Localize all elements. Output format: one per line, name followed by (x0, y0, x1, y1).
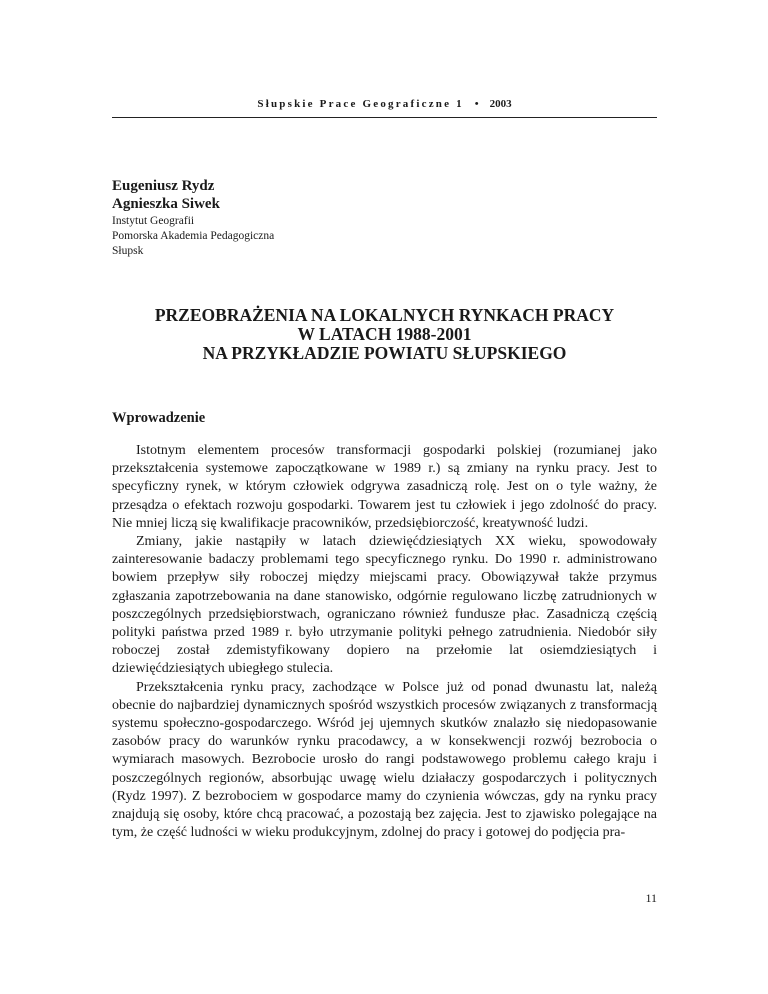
author-name: Eugeniusz Rydz (112, 178, 215, 194)
paragraph: Zmiany, jakie nastąpiły w latach dziewięćdziesiątych XX wieku, spowodowały zainteresowanie badaczy problemami tego specyficznego rynku. Do 1990 r. administrowano bowiem przepływ siły roboczej między miejscami pracy. Obowiązywał także przymus zgłaszania zapotrzebowania na dane stanowisko, odgórnie regulowano liczbę zatrudnionych w poszczególnych przedsiębiorstwach, ograniczano również fundusze płac. Zasadniczą częścią polityki państwa przed 1989 r. było utrzymanie polityki pełnego zatrudnienia. Niedobór siły roboczej został zdemistyfikowany dopiero na przełomie lat osiemdziesiątych i dziewięćdziesiątych ubiegłego stulecia. (112, 534, 657, 677)
paragraph: Istotnym elementem procesów transformacji gospodarki polskiej (rozumianej jako przekształcenia systemowe zapoczątkowane w 1989 r.) są zmiany na rynku pracy. Jest to specyficzny rynek, w którym człowiek odgrywa zasadniczą rolę. Jest on o tyle ważny, że przesądza o efektach rozwoju gospodarki. Towarem jest tu człowiek i jego zdolność do pracy. Nie mniej liczą się kwalifikacje pracowników, przedsiębiorczość, kreatywność ludzi. (112, 443, 657, 531)
affiliation-line: Pomorska Akademia Pedagogiczna (112, 230, 275, 242)
author-list (112, 177, 220, 213)
page-number: 11 (645, 891, 657, 905)
body-text (112, 442, 657, 842)
journal-year: 2003 (489, 98, 512, 110)
bullet-separator: • (474, 98, 479, 110)
header-rule (112, 117, 657, 118)
title-line: NA PRZYKŁADZIE POWIATU SŁUPSKIEGO (202, 343, 567, 363)
affiliation-line: Słupsk (112, 245, 144, 257)
paragraph: Przekształcenia rynku pracy, zachodzące w Polsce już od ponad dwunastu lat, należą obecnie do najbardziej dynamicznych spośród wszystkich procesów związanych z transformacją systemu społeczno-gospodarczego. Wśród jej ujemnych skutków znalazło się niedopasowanie zasobów pracy do warunków rynku pracodawcy, a w konsekwencji rozwój bezrobocia o wymiarach masowych. Bezrobocie urosło do rangi podstawowego problemu całego kraju i poszczególnych regionów, absorbując uwagę wielu działaczy gospodarczych i politycznych (Rydz 1997). Z bezrobociem w gospodarce mamy do czynienia wówczas, gdy na rynku pracy znajdują się osoby, które chcą pracować, a pozostają bez zajęcia. Jest to zjawisko polegające na tym, że część ludności w wieku produkcyjnym, zdolnej do pracy i gotowej do podjęcia pra- (112, 679, 657, 841)
affiliation-line: Instytut Geografii (112, 215, 195, 227)
running-header (112, 97, 657, 111)
journal-series: Słupskie Prace Geograficzne 1 (257, 98, 464, 110)
title-line: PRZEOBRAŻENIA NA LOKALNYCH RYNKACH PRACY (154, 305, 615, 325)
title-line: W LATACH 1988-2001 (297, 324, 472, 344)
paper-title (112, 306, 657, 363)
author-name: Agnieszka Siwek (112, 196, 220, 212)
affiliation (112, 214, 274, 259)
section-heading: Wprowadzenie (112, 410, 206, 426)
